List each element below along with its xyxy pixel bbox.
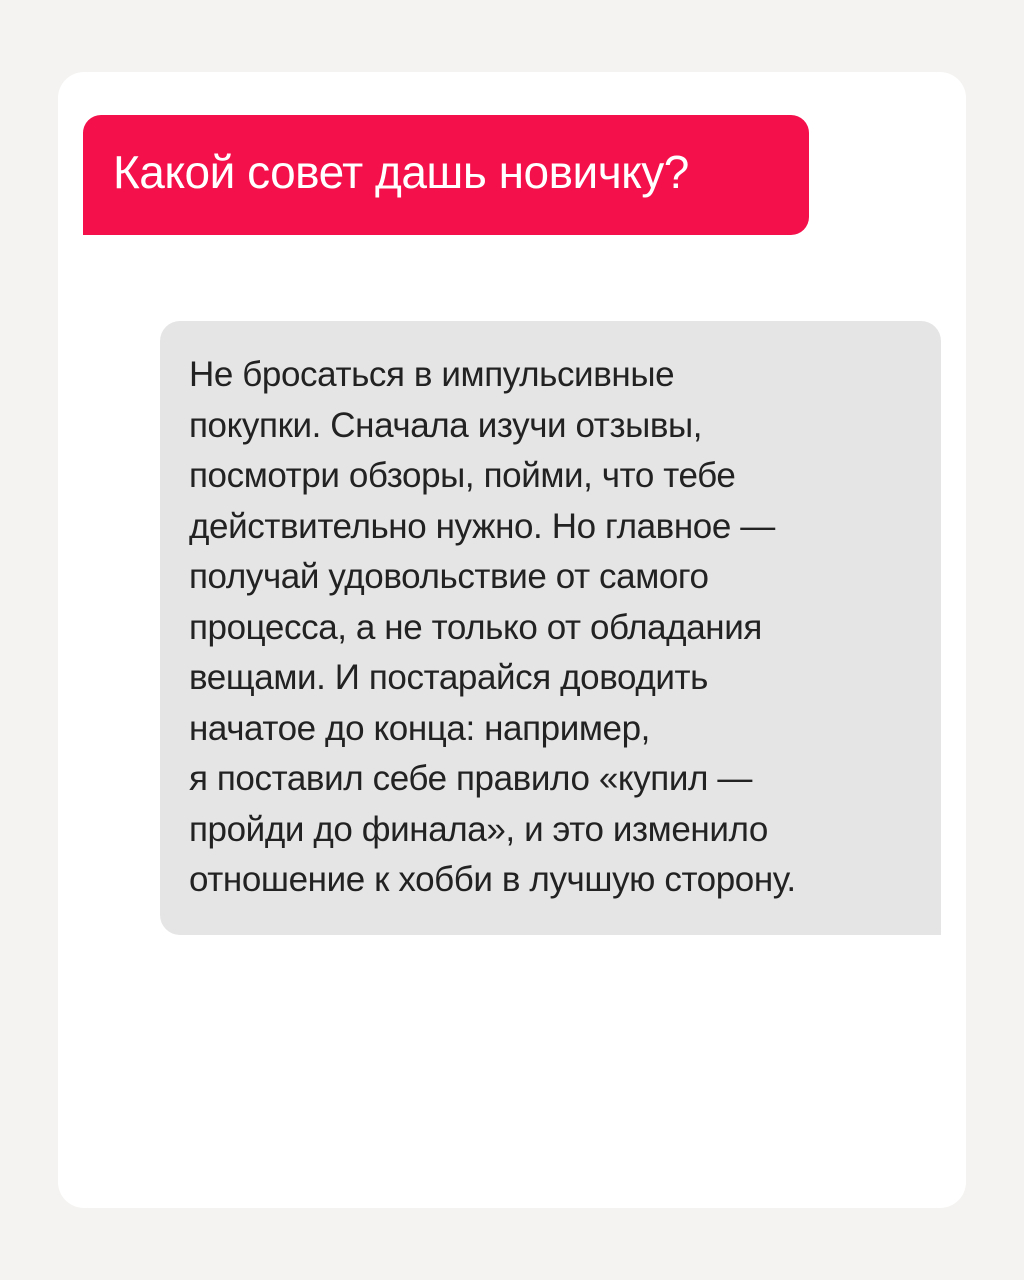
answer-line: вещами. И постарайся доводить — [189, 658, 708, 697]
answer-line: посмотри обзоры, пойми, что тебе — [189, 456, 736, 495]
answer-line: я поставил себе правило «купил — — [189, 759, 752, 798]
answer-text — [189, 350, 911, 906]
answer-line: отношение к хобби в лучшую сторону. — [189, 860, 796, 899]
answer-line: Не бросаться в импульсивные — [189, 355, 675, 394]
answer-bubble — [160, 321, 941, 935]
answer-line: действительно нужно. Но главное — — [189, 506, 775, 546]
question-text: Какой совет дашь новичку? — [113, 146, 689, 198]
answer-line: пройди до финала», и это изменило — [189, 809, 768, 849]
question-bubble — [83, 115, 809, 235]
answer-line: начатое до конца: например, — [189, 708, 650, 748]
answer-line: получай удовольствие от самого — [189, 557, 709, 596]
answer-line: покупки. Сначала изучи отзывы, — [189, 405, 703, 445]
answer-line: процесса, а не только от обладания — [189, 607, 762, 647]
